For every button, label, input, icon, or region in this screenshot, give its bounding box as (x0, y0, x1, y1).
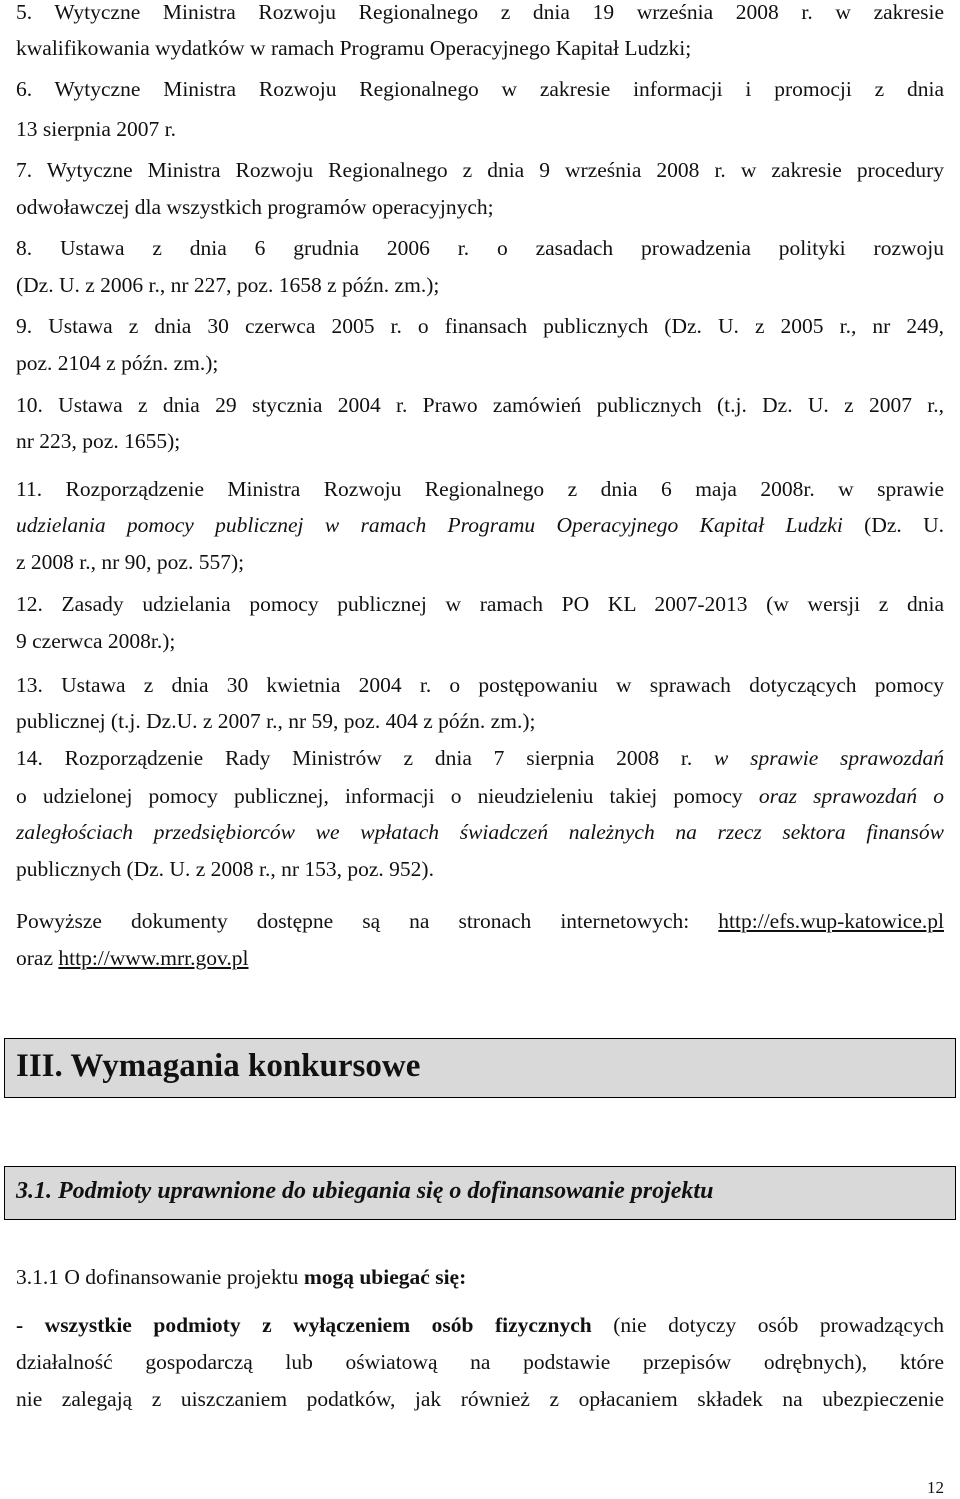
list-item-14-plain: 14. Rozporządzenie Rady Ministrów z dnia 7 sierpnia 2008 r. (16, 746, 715, 770)
subsection-title: 3.1. Podmioty uprawnione do ubiegania się o dofinansowanie projektu (16, 1178, 714, 1204)
bullet-line-3: nie zalegają z uiszczaniem podatków, jak również z opłacaniem składek na ubezpieczenie (16, 1387, 944, 1411)
paragraph-3-1-1-bold: mogą ubiegać się: (303, 1265, 467, 1289)
list-item-13-line-1: 13. Ustawa z dnia 30 kwietnia 2004 r. o postępowaniu w sprawach dotyczących pomocy (16, 673, 944, 697)
bullet-line-1 (16, 1310, 944, 1340)
list-item-14-line-3: zaległościach przedsiębiorców we wpłatach świadczeń należnych na rzecz sektora finansów (16, 820, 944, 844)
list-item-5-line-2: kwalifikowania wydatków w ramach Programu Operacyjnego Kapitał Ludzki; (16, 36, 692, 60)
link-mrr-gov[interactable]: http://www.mrr.gov.pl (58, 946, 249, 970)
list-item-14-line-4: publicznych (Dz. U. z 2008 r., nr 153, poz. 952). (16, 857, 434, 881)
list-item-10-line-2: nr 223, poz. 1655); (16, 429, 181, 453)
list-item-8-line-2: (Dz. U. z 2006 r., nr 227, poz. 1658 z późn. zm.); (16, 273, 440, 297)
bullet-bold: - wszystkie podmioty z wyłączeniem osób fizycznych (16, 1313, 592, 1337)
availability-text: Powyższe dokumenty dostępne są na stronach internetowych: (16, 909, 719, 933)
list-item-11-line-1: 11. Rozporządzenie Ministra Rozwoju Regionalnego z dnia 6 maja 2008r. w sprawie (16, 477, 944, 501)
regulation-citation: (Dz. U. (842, 513, 944, 537)
list-item-6-line-2: 13 sierpnia 2007 r. (16, 117, 177, 141)
list-item-10-line-1: 10. Ustawa z dnia 29 stycznia 2004 r. Prawo zamówień publicznych (t.j. Dz. U. z 2007 r., (16, 393, 944, 417)
list-item-12-line-2: 9 czerwca 2008r.); (16, 629, 176, 653)
list-item-13-line-2: publicznej (t.j. Dz.U. z 2007 r., nr 59, poz. 404 z późn. zm.); (16, 709, 536, 733)
paragraph-3-1-1-plain: 3.1.1 O dofinansowanie projektu (16, 1265, 304, 1289)
list-item-7-line-2: odwoławczej dla wszystkich programów operacyjnych; (16, 195, 494, 219)
list-item-8-line-1: 8. Ustawa z dnia 6 grudnia 2006 r. o zasadach prowadzenia polityki rozwoju (16, 236, 944, 260)
list-item-6-line-1: 6. Wytyczne Ministra Rozwoju Regionalnego w zakresie informacji i promocji z dnia (16, 77, 944, 101)
list-item-14-italic: w sprawie sprawozdań (714, 746, 944, 770)
bullet-line-1-rest: (nie dotyczy osób prowadzących (591, 1313, 944, 1337)
list-item-14-line-2 (16, 781, 944, 811)
list-item-9-line-2: poz. 2104 z późn. zm.); (16, 351, 219, 375)
list-item-11-line-2 (16, 510, 944, 540)
availability-line-2 (16, 943, 944, 973)
availability-conjunction: oraz (16, 946, 59, 970)
list-item-12-line-1: 12. Zasady udzielania pomocy publicznej w ramach PO KL 2007-2013 (w wersji z dnia (16, 592, 944, 616)
list-item-14-line-2-italic: oraz sprawozdań o (758, 784, 944, 808)
section-title: III. Wymagania konkursowe (16, 1048, 421, 1084)
list-item-11-line-3: z 2008 r., nr 90, poz. 557); (16, 550, 245, 574)
availability-line-1 (16, 906, 944, 936)
list-item-14-line-2-plain: o udzielonej pomocy publicznej, informacji o nieudzieleniu takiej pomocy (16, 784, 759, 808)
link-efs-wup-katowice[interactable]: http://efs.wup-katowice.pl (718, 909, 944, 933)
page-number: 12 (927, 1478, 944, 1497)
list-item-7-line-1: 7. Wytyczne Ministra Rozwoju Regionalnego z dnia 9 września 2008 r. w zakresie procedury (16, 158, 944, 182)
paragraph-3-1-1 (16, 1262, 944, 1292)
list-item-14-line-1 (16, 743, 944, 773)
list-item-5-line-1: 5. Wytyczne Ministra Rozwoju Regionalnego z dnia 19 września 2008 r. w zakresie (16, 0, 944, 24)
regulation-title-italic: udzielania pomocy publicznej w ramach Programu Operacyjnego Kapitał Ludzki (16, 513, 843, 537)
list-item-9-line-1: 9. Ustawa z dnia 30 czerwca 2005 r. o finansach publicznych (Dz. U. z 2005 r., nr 249, (16, 314, 944, 338)
bullet-line-2: działalność gospodarczą lub oświatową na podstawie przepisów odrębnych), które (16, 1350, 944, 1374)
